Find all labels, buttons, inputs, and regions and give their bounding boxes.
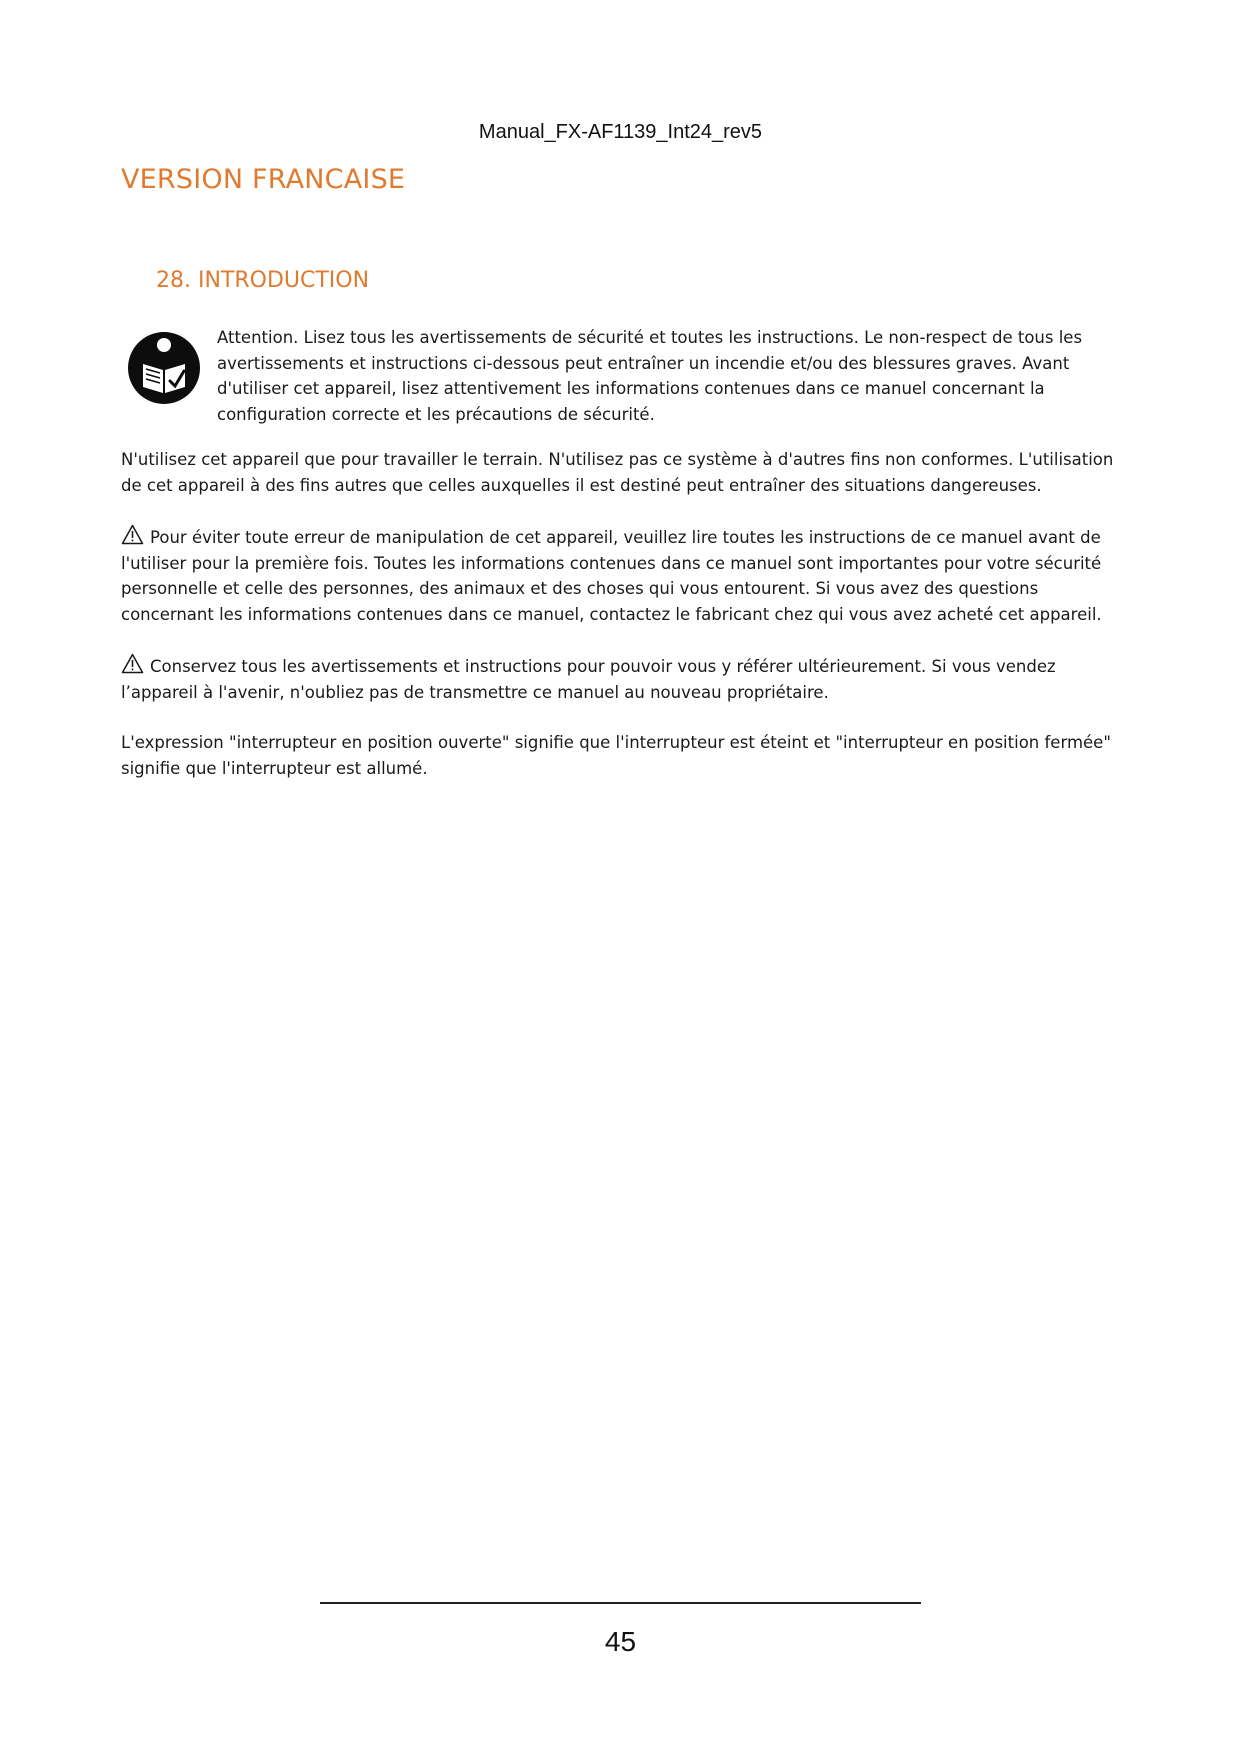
warning-text-1: Pour éviter toute erreur de manipulation de cet appareil, veuillez lire toutes les instructions de ce manuel avant de l'utiliser pour la première fois. Toutes les informations contenues dans ce manuel sont importantes pour votre sécurité personnelle et celle des personnes, des animaux et des choses qui vous entourent. Si vous avez des questions concernant les informations contenues dans ce manuel, contactez le fabricant chez qui vous avez acheté cet appareil. (121, 528, 1102, 624)
section-title: 28. INTRODUCTION (156, 268, 370, 293)
intro-paragraph: Attention. Lisez tous les avertissements de sécurité et toutes les instructions. Le non-respect de tous les avertissements et instructions ci-dessous peut entraîner un incendie et/ou des blessures graves. Avant d'utiliser cet appareil, lisez attentivement les informations contenues dans ce manuel concernant la configuration correcte et les précautions de sécurité. (217, 328, 1083, 424)
intro-block (121, 325, 1121, 427)
read-manual-icon (127, 331, 201, 405)
warning-triangle-icon (121, 524, 144, 545)
warning-text-2: Conservez tous les avertissements et instructions pour pouvoir vous y référer ultérieurement. Si vous vendez l’appareil à l'avenir, n'oubliez pas de transmettre ce manuel au nouveau propriétaire. (121, 657, 1056, 702)
footer-divider (320, 1602, 921, 1604)
page-number: 45 (604, 1626, 637, 1657)
version-title: VERSION FRANCAISE (121, 164, 406, 195)
document-header: Manual_FX-AF1139_Int24_rev5 (478, 121, 763, 143)
warning-triangle-icon (121, 653, 144, 674)
usage-paragraph: N'utilisez cet appareil que pour travailler le terrain. N'utilisez pas ce système à d'autres fins non conformes. L'utilisation de cet appareil à des fins autres que celles auxquelles il est destiné peut entraîner des situations dangereuses. (121, 450, 1114, 495)
warning-paragraph-2 (121, 653, 1121, 705)
warning-paragraph-1 (121, 524, 1121, 627)
switch-paragraph: L'expression "interrupteur en position ouverte" signifie que l'interrupteur est éteint et "interrupteur en position fermée" signifie que l'interrupteur est allumé. (121, 733, 1111, 778)
